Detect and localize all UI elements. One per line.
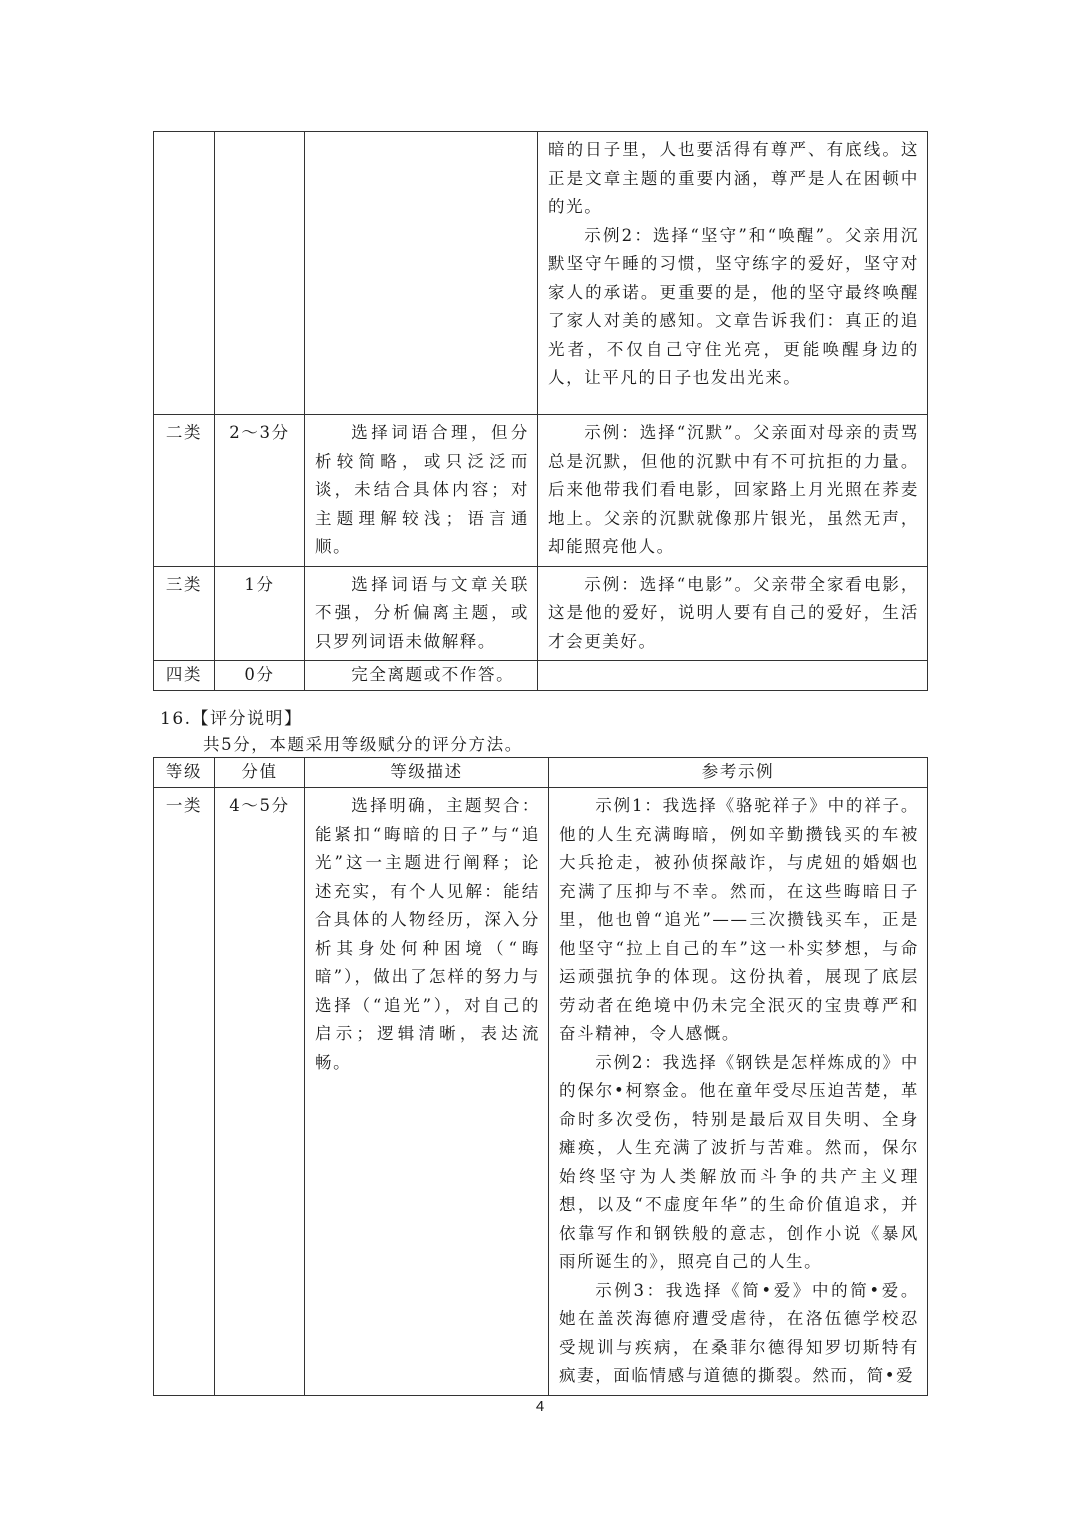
- scoring-table: [153, 757, 928, 1396]
- score-cell: 4～5分: [215, 788, 305, 1396]
- table-row: [154, 788, 928, 1396]
- page-number: 4: [535, 1398, 545, 1415]
- scoring-table-continued: [153, 131, 928, 691]
- score-cell: 1分: [215, 566, 305, 661]
- example-cell: [538, 566, 928, 661]
- desc-cell: [305, 566, 538, 661]
- example-cell: [538, 132, 928, 415]
- table-row: [154, 132, 928, 415]
- column-header: 分值: [215, 758, 305, 788]
- table-row: [154, 415, 928, 567]
- example-cell: [538, 661, 928, 691]
- example-paragraph: 示例：选择“电影”。父亲带全家看电影，这是他的爱好，说明人要有自己的爱好，生活才会更美好。: [548, 574, 919, 651]
- desc-text: 选择明确，主题契合：能紧扣“晦暗的日子”与“追光”这一主题进行阐释；论述充实，有个人见解：能结合具体的人物经历，深入分析其身处何种困境（“晦暗”），做出了怎样的努力与选择（“追光”），对自己的启示；逻辑清晰，表达流畅。: [315, 796, 540, 1072]
- grade-cell: 一类: [154, 788, 215, 1396]
- column-header: 等级: [154, 758, 215, 788]
- example-cell: [538, 415, 928, 567]
- section-note: 共5分，本题采用等级赋分的评分方法。: [203, 735, 523, 754]
- grade-cell: [154, 132, 215, 415]
- example-paragraph: 示例2：我选择《钢铁是怎样炼成的》中的保尔•柯察金。他在童年受尽压迫苦楚，革命时多次受伤，特别是最后双目失明、全身瘫痪，人生充满了波折与苦难。然而，保尔始终坚守为人类解放而斗争的共产主义理想，以及“不虚度年华”的生命价值追求，并依靠写作和钢铁般的意志，创作小说《暴风雨所诞生的》，照亮自己的人生。: [559, 1052, 919, 1271]
- table-row: [154, 566, 928, 661]
- example-paragraph: 示例3：我选择《简•爱》中的简•爱。她在盖茨海德府遭受虐待，在洛伍德学校忍受规训与疾病，在桑菲尔德得知罗切斯特有疯妻，面临情感与道德的撕裂。然而，简•爱: [559, 1280, 919, 1385]
- section-title: 16.【评分说明】: [160, 709, 303, 729]
- desc-text: 选择词语合理，但分析较简略，或只泛泛而谈，未结合具体内容；对主题理解较浅；语言通顺。: [315, 423, 529, 556]
- example-paragraph: 暗的日子里，人也要活得有尊严、有底线。这正是文章主题的重要内涵，尊严是人在困顿中的光。: [548, 140, 919, 216]
- column-header: 等级描述: [305, 758, 549, 788]
- score-cell: 0分: [215, 661, 305, 691]
- table-header-row: [154, 758, 928, 788]
- grade-cell: 三类: [154, 566, 215, 661]
- score-cell: 2～3分: [215, 415, 305, 567]
- grade-cell: 二类: [154, 415, 215, 567]
- example-cell: [549, 788, 928, 1396]
- example-paragraph: 示例1：我选择《骆驼祥子》中的祥子。他的人生充满晦暗，例如辛勤攒钱买的车被大兵抢走，被孙侦探敲诈，与虎妞的婚姻也充满了压抑与不幸。然而，在这些晦暗日子里，他也曾“追光”——三次攒钱买车，正是他坚守“拉上自己的车”这一朴实梦想，与命运顽强抗争的体现。这份执着，展现了底层劳动者在绝境中仍未完全泯灭的宝贵尊严和奋斗精神，令人感慨。: [559, 796, 919, 1043]
- desc-cell: [305, 415, 538, 567]
- column-header: 参考示例: [549, 758, 928, 788]
- desc-cell: [305, 661, 538, 691]
- desc-text: 完全离题或不作答。: [351, 665, 515, 684]
- example-paragraph: 示例2：选择“坚守”和“唤醒”。父亲用沉默坚守午睡的习惯，坚守练字的爱好，坚守对家人的承诺。更重要的是，他的坚守最终唤醒了家人对美的感知。文章告诉我们：真正的追光者，不仅自己守住光亮，更能唤醒身边的人，让平凡的日子也发出光来。: [548, 225, 919, 387]
- desc-cell: [305, 788, 549, 1396]
- example-paragraph: 示例：选择“沉默”。父亲面对母亲的责骂总是沉默，但他的沉默中有不可抗拒的力量。后来他带我们看电影，回家路上月光照在荞麦地上。父亲的沉默就像那片银光，虽然无声，却能照亮他人。: [548, 423, 919, 556]
- desc-cell: [305, 132, 538, 415]
- grade-cell: 四类: [154, 661, 215, 691]
- desc-text: 选择词语与文章关联不强，分析偏离主题，或只罗列词语未做解释。: [315, 574, 529, 651]
- score-cell: [215, 132, 305, 415]
- table-row: [154, 661, 928, 691]
